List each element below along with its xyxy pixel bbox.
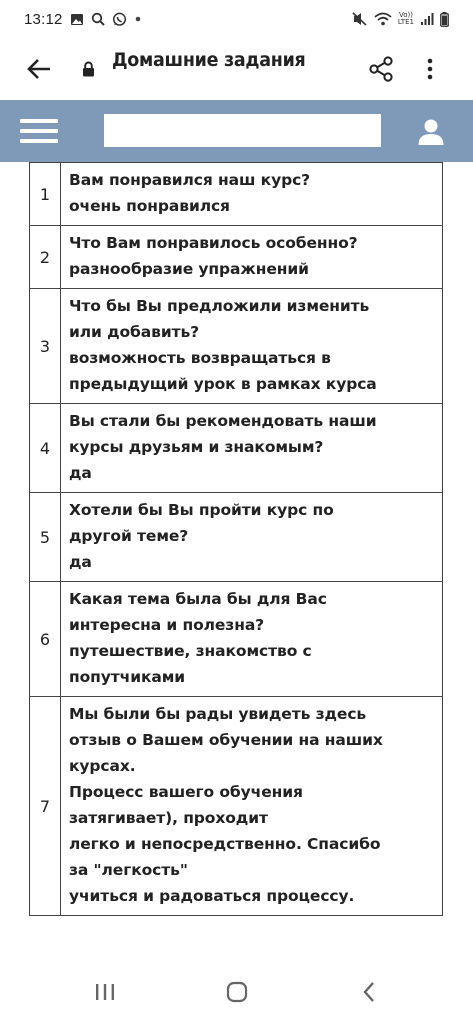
survey-row bbox=[30, 493, 443, 582]
question-answer-cell bbox=[61, 493, 443, 582]
question-answer-line: да bbox=[69, 464, 92, 482]
question-answer-line: учиться и радоваться процессу. bbox=[69, 887, 355, 905]
share-button[interactable] bbox=[362, 50, 400, 88]
question-answer-line: отзыв о Вашем обучении на наших bbox=[69, 731, 383, 749]
question-answer-line: интересна и полезна? bbox=[69, 616, 265, 634]
volte-label: Vo)) bbox=[398, 11, 413, 19]
volte-lte-icon bbox=[398, 12, 414, 26]
site-header bbox=[0, 100, 473, 162]
survey-row bbox=[30, 582, 443, 697]
question-answer-cell bbox=[61, 582, 443, 697]
question-answer-line: Процесс вашего обучения bbox=[69, 783, 303, 801]
row-number: 3 bbox=[30, 289, 61, 404]
row-number: 2 bbox=[30, 226, 61, 289]
survey-row bbox=[30, 163, 443, 226]
question-answer-line: легко и непосредственно. Спасибо bbox=[69, 835, 381, 853]
survey-row bbox=[30, 697, 443, 916]
survey-row bbox=[30, 226, 443, 289]
hamburger-line-icon bbox=[20, 139, 58, 143]
gallery-icon bbox=[70, 13, 84, 26]
home-icon bbox=[225, 980, 249, 1004]
question-answer-cell bbox=[61, 404, 443, 493]
more-vert-icon bbox=[427, 58, 433, 80]
home-button[interactable] bbox=[215, 974, 259, 1010]
question-answer-line: Какая тема была бы для Вас bbox=[69, 590, 327, 608]
status-bar bbox=[0, 0, 473, 38]
arrow-back-icon bbox=[26, 58, 52, 80]
question-answer-line: путешествие, знакомство с bbox=[69, 642, 312, 660]
row-number: 4 bbox=[30, 404, 61, 493]
survey-table bbox=[29, 162, 443, 916]
question-answer-line: или добавить? bbox=[69, 323, 200, 341]
question-answer-line: предыдущий урок в рамках курса bbox=[69, 375, 377, 393]
row-number: 7 bbox=[30, 697, 61, 916]
survey-row bbox=[30, 289, 443, 404]
question-answer-line: Мы были бы рады увидеть здесь bbox=[69, 705, 367, 723]
question-answer-line: Хотели бы Вы пройти курс по bbox=[69, 501, 334, 519]
question-answer-line: разнообразие упражнений bbox=[69, 260, 309, 278]
question-answer-line: за "легкость" bbox=[69, 861, 188, 879]
dot-icon bbox=[134, 15, 142, 23]
page-title: Домашние задания bbox=[112, 49, 306, 71]
search-icon bbox=[91, 12, 105, 26]
menu-button[interactable] bbox=[20, 116, 60, 146]
question-answer-line: курсы друзьям и знакомым? bbox=[69, 438, 324, 456]
question-answer-line: другой теме? bbox=[69, 527, 189, 545]
question-answer-line: курсах. bbox=[69, 757, 136, 775]
system-nav-bar bbox=[0, 960, 473, 1024]
whatsapp-icon bbox=[112, 12, 127, 27]
signal-icon bbox=[420, 13, 434, 26]
question-answer-line: возможность возвращаться в bbox=[69, 349, 331, 367]
question-answer-cell bbox=[61, 163, 443, 226]
question-answer-cell bbox=[61, 289, 443, 404]
lte-label: LTE1 bbox=[397, 18, 414, 26]
hamburger-line-icon bbox=[20, 119, 58, 123]
status-time: 13:12 bbox=[24, 10, 63, 28]
app-bar bbox=[0, 38, 473, 100]
user-icon bbox=[416, 117, 446, 147]
back-nav-button[interactable] bbox=[347, 974, 391, 1010]
question-answer-line: Вам понравился наш курс? bbox=[69, 171, 311, 189]
hamburger-line-icon bbox=[20, 129, 58, 133]
question-answer-line: Вы стали бы рекомендовать наши bbox=[69, 412, 377, 430]
mute-icon bbox=[352, 12, 368, 26]
question-answer-line: Что бы Вы предложили изменить bbox=[69, 297, 370, 315]
question-answer-line: попутчиками bbox=[69, 668, 186, 686]
search-input[interactable] bbox=[104, 114, 381, 147]
row-number: 6 bbox=[30, 582, 61, 697]
recent-apps-button[interactable] bbox=[83, 974, 127, 1010]
survey-row bbox=[30, 404, 443, 493]
user-account-button[interactable] bbox=[411, 112, 451, 152]
question-answer-line: да bbox=[69, 553, 92, 571]
back-nav-icon bbox=[361, 981, 377, 1003]
question-answer-cell bbox=[61, 697, 443, 916]
row-number: 1 bbox=[30, 163, 61, 226]
more-options-button[interactable] bbox=[415, 50, 445, 88]
question-answer-cell bbox=[61, 226, 443, 289]
battery-icon bbox=[440, 12, 449, 27]
question-answer-line: очень понравился bbox=[69, 197, 230, 215]
recent-apps-icon bbox=[94, 982, 116, 1002]
row-number: 5 bbox=[30, 493, 61, 582]
share-icon bbox=[368, 56, 394, 82]
question-answer-line: Что Вам понравилось особенно? bbox=[69, 234, 358, 252]
question-answer-line: затягивает), проходит bbox=[69, 809, 268, 827]
back-button[interactable] bbox=[10, 38, 68, 100]
lock-icon bbox=[78, 61, 98, 77]
wifi-icon bbox=[374, 12, 392, 26]
